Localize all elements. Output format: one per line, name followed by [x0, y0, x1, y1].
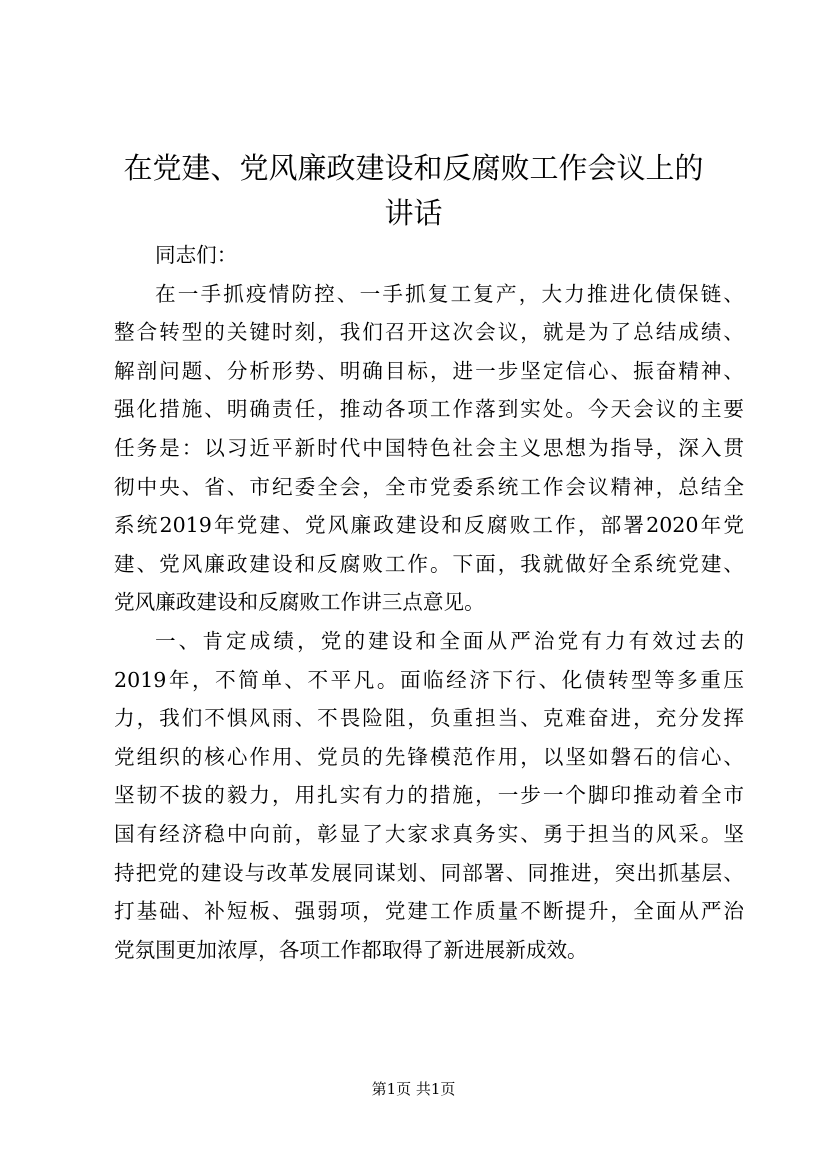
document-title	[100, 146, 727, 236]
paragraph-line: 强化措施、明确责任，推动各项工作落到实处。今天会议的主要	[114, 397, 744, 422]
paragraph-intro	[114, 275, 744, 622]
title-line: 讲话	[384, 196, 443, 230]
paragraph-line: 整合转型的关键时刻，我们召开这次会议，就是为了总结成绩、	[114, 320, 744, 345]
paragraph-line: 解剖问题、分析形势、明确目标，进一步坚定信心、振奋精神、	[114, 358, 744, 383]
salutation: 同志们：	[155, 243, 238, 267]
paragraph-line: 在一手抓疫情防控、一手抓复工复产，大力推进化债保链、	[155, 281, 744, 306]
paragraph-line: 打基础、补短板、强弱项，党建工作质量不断提升，全面从严治	[114, 899, 744, 924]
page-footer: 第1页 共1页	[371, 1080, 456, 1098]
paragraph-line: 建、党风廉政建设和反腐败工作。下面，我就做好全系统党建、	[114, 551, 744, 576]
paragraph-line: 一、肯定成绩，党的建设和全面从严治党有力有效过去的	[155, 628, 744, 653]
paragraph-line: 系统2019年党建、党风廉政建设和反腐败工作，部署2020年党	[114, 513, 744, 538]
title-line: 在党建、党风廉政建设和反腐败工作会议上的	[123, 151, 704, 185]
paragraph-line: 坚韧不拔的毅力，用扎实有力的措施，一步一个脚印推动着全市	[114, 783, 744, 808]
paragraph-line: 2019年，不简单、不平凡。面临经济下行、化债转型等多重压	[114, 667, 744, 692]
paragraph-line: 力，我们不惧风雨、不畏险阻，负重担当、克难奋进，充分发挥	[114, 706, 744, 731]
paragraph-line: 党氛围更加浓厚，各项工作都取得了新进展新成效。	[114, 937, 588, 962]
paragraph-line: 彻中央、省、市纪委全会，全市党委系统工作会议精神，总结全	[114, 474, 744, 499]
paragraph-line: 党组织的核心作用、党员的先锋模范作用，以坚如磐石的信心、	[114, 744, 744, 769]
paragraph-line: 国有经济稳中向前，彰显了大家求真务实、勇于担当的风采。坚	[114, 821, 744, 846]
paragraph-line: 任务是：以习近平新时代中国特色社会主义思想为指导，深入贯	[114, 435, 744, 460]
document-body	[114, 236, 744, 969]
paragraph-line: 持把党的建设与改革发展同谋划、同部署、同推进，突出抓基层、	[114, 860, 744, 885]
paragraph-section-one	[114, 622, 744, 969]
paragraph-line: 党风廉政建设和反腐败工作讲三点意见。	[114, 590, 485, 615]
